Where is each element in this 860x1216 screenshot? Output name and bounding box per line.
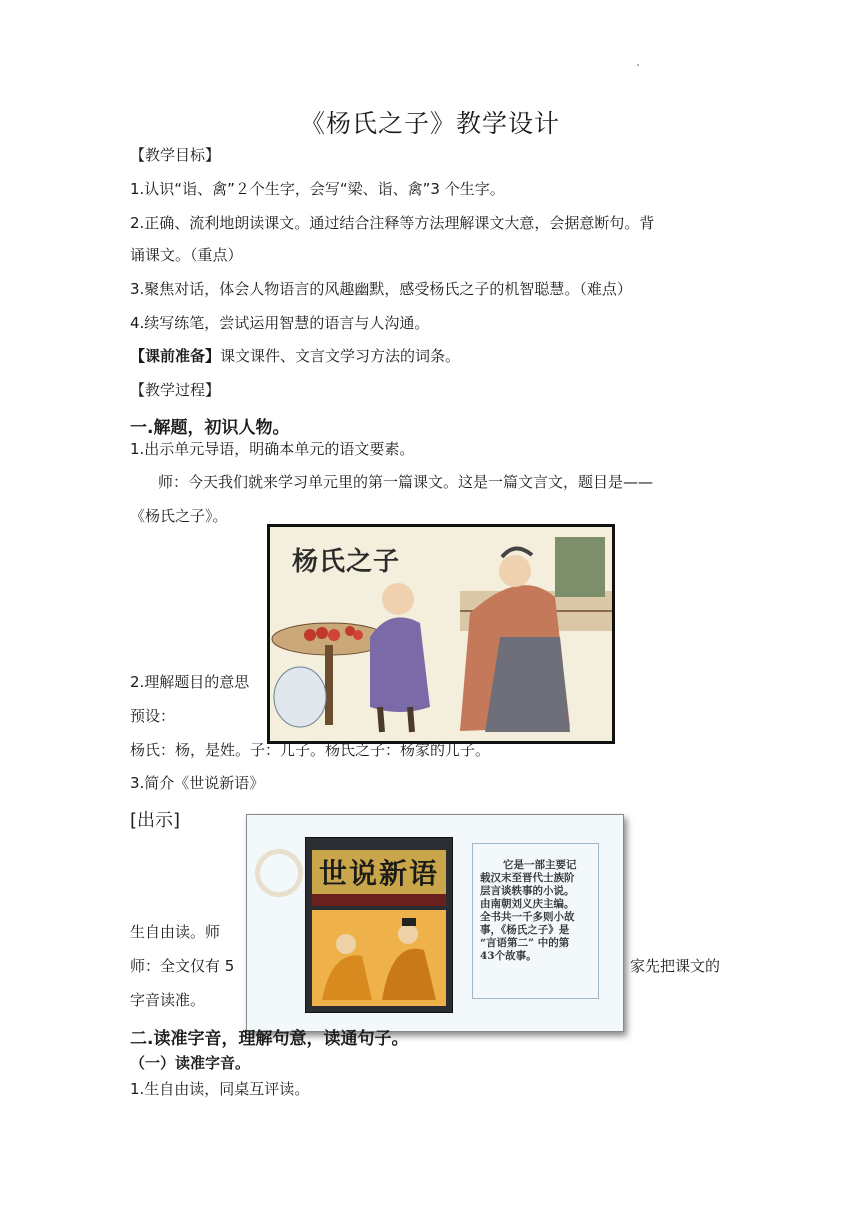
book-title: 世说新语 [318,857,439,890]
teacher-2-end: 家先把课文的 [630,957,721,975]
section1-heading: 一.解题，初识人物。 [130,418,290,438]
box-line-6: 事，《杨氏之子》是 [480,924,570,936]
illustration-caption: 杨氏之子 [292,547,401,577]
book-cover [305,837,453,1013]
section1-step3: 3.简介《世说新语》 [130,774,265,792]
page-dot [637,64,639,66]
box-line-2: 载汉末至晋代士族阶 [480,872,575,884]
process-header: 【教学过程】 [130,381,221,399]
box-line-8: 43个故事。 [480,950,537,962]
teacher-2-start: 师：全文仅有 5 [130,957,235,975]
goal-2-cont: 诵课文。（重点） [130,246,243,264]
section1-step1: 1.出示单元导语，明确本单元的语文要素。 [130,440,415,458]
section2-sub1: （一）读准字音。 [130,1054,251,1072]
goal-3: 3.聚焦对话，体会人物语言的风趣幽默，感受杨氏之子的机智聪慧。（难点） [130,280,632,298]
title-explanation: 杨氏：杨，是姓。子：儿子。杨氏之子：杨家的儿子。 [130,741,491,759]
illustration-yangshi-zhizi [267,524,615,744]
shishuo-xinyu-slide [246,814,624,1032]
section2-step1: 1.生自由读，同桌互评读。 [130,1080,310,1098]
book-subtitle-band [312,894,446,906]
box-line-1: 它是一部主要记 [503,859,577,871]
page-title: 《杨氏之子》教学设计 [299,109,560,138]
preset-label: 预设： [130,707,176,725]
jade-ring-icon [255,849,303,897]
teacher-line-1: 师：今天我们就来学习单元里的第一篇课文。这是一篇文言文，题目是—— [158,473,654,491]
prep-text: 课文课件、文言文学习方法的词条。 [220,347,461,365]
goal-4: 4.续写练笔，尝试运用智慧的语言与人沟通。 [130,314,430,332]
book-figures-art [312,910,446,1006]
goal-2: 2.正确、流利地朗读课文。通过结合注释等方法理解课文大意，会据意断句。背 [130,214,655,232]
section1-step2: 2.理解题目的意思 [130,673,250,691]
free-read-line: 生自由读。师 [130,923,221,941]
box-line-4: 由南朝刘义庆主编。 [480,898,575,910]
teacher-line-2: 《杨氏之子》。 [130,507,228,525]
box-line-7: “言语第二” 中的第 [480,937,570,949]
book-illustration [312,910,446,1006]
prep-label: 【课前准备】 [130,347,221,365]
section2-heading: 二.读准字音，理解句意，读通句子。 [130,1029,409,1049]
prep-line [130,346,460,366]
show-label: [出示] [130,810,181,831]
goals-header: 【教学目标】 [130,146,221,164]
box-line-3: 层言谈轶事的小说。 [480,885,575,897]
goal-1: 1.认识“诣、禽”２个生字，会写“梁、诣、禽”3 个生字。 [130,180,505,198]
teacher-2-cont: 字音读准。 [130,991,206,1009]
box-line-5: 全书共一千多则小故 [480,911,575,923]
